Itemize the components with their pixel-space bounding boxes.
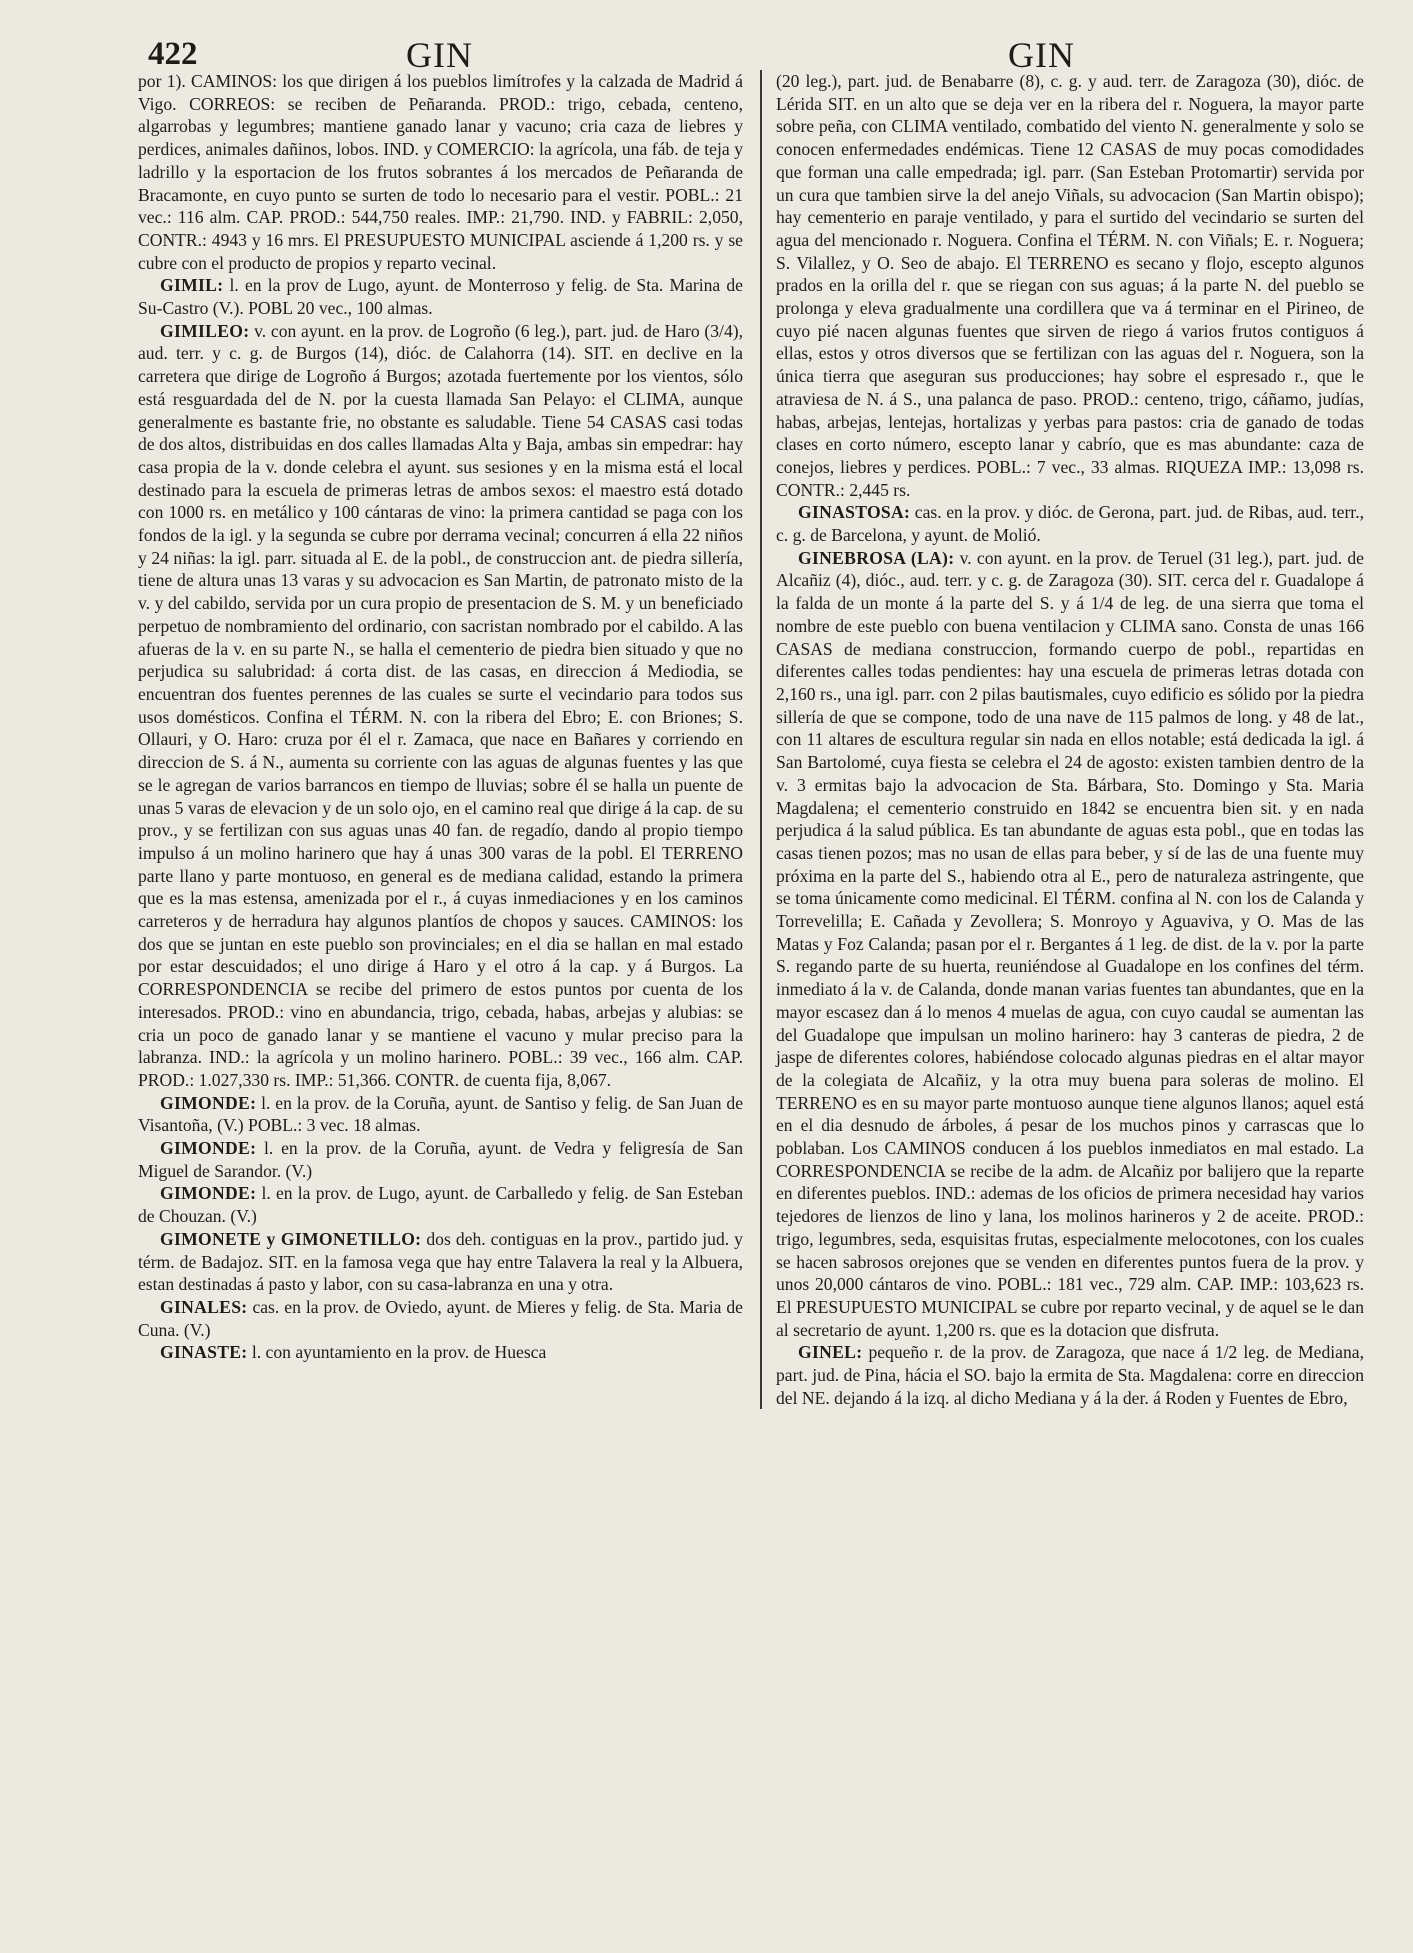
entry-headword: GINEBROSA (LA):	[798, 547, 955, 568]
entry-text: l. en la prov. de Lugo, ayunt. de Carballedo y felig. de San Esteban de Chouzan. (V.)	[138, 1183, 743, 1227]
entry-headword: GIMONETE y GIMONETILLO:	[160, 1228, 422, 1249]
entry-headword: GINALES:	[160, 1296, 248, 1317]
page-number: 422	[148, 36, 198, 72]
gazetteer-entry	[138, 320, 743, 1092]
entry-headword: GIMIL:	[160, 275, 224, 296]
entry-text: por 1). CAMINOS: los que dirigen á los pueblos limítrofes y la calzada de Madrid á Vigo. CORREOS: se reciben de Peñaranda. PROD.: trigo, cebada, centeno, algarrobas y legumbres; mantiene ganado lanar y vacuno; cria caza de liebres y perdices, animales dañinos, lobos. IND. y COMERCIO: la agrícola, una fáb. de teja y ladrillo y la esportacion de los frutos sobrantes á los mercados de Peñaranda de Bracamonte, en cuyo punto se surten de todo lo necesario para el vestir. POBL.: 21 vec.: 116 alm. CAP. PROD.: 544,750 reales. IMP.: 21,790. IND. y FABRIL: 2,050, CONTR.: 4943 y 16 mrs. El PRESUPUESTO MUNICIPAL asciende á 1,200 rs. y se cubre con el producto de propios y reparto vecinal.	[138, 71, 743, 273]
gazetteer-entry	[776, 501, 1364, 546]
continued-paragraph	[138, 70, 743, 274]
entry-text: l. en la prov. de la Coruña, ayunt. de Santiso y felig. de San Juan de Visantoña, (V.) POBL.: 3 vec. 18 almas.	[138, 1092, 743, 1136]
entry-headword: GIMONDE:	[160, 1183, 257, 1204]
entry-headword: GINASTOSA:	[798, 502, 911, 523]
entry-text: l. con ayuntamiento en la prov. de Huesca	[247, 1342, 547, 1363]
entry-text: v. con ayunt. en la prov. de Logroño (6 leg.), part. jud. de Haro (3/4), aud. terr. y c. g. de Burgos (14), dióc. de Calahorra (14). SIT. en declive en la carretera que dirige de Logroño á Burgos; azotada fuertemente por los vientos, sólo está resguardada del de N. por la cuesta llamada San Pelayo: el CLIMA, aunque generalmente es bastante frie, no obstante es saludable. Tiene 54 CASAS casi todas de dos altos, distribuidas en dos calles llamadas Alta y Baja, ambas sin empedrar: hay casa propia de la v. donde celebra el ayunt. sus sesiones y en la misma está el local destinado para la escuela de primeras letras de ambos sexos: el maestro está dotado con 1000 rs. en metálico y 100 cántaras de vino: la primera cantidad se paga con los fondos de la igl. y la segunda se cubre por derrama vecinal; concurren á ella 22 niños y 24 niñas: la igl. parr. situada al E. de la pobl., de construccion ant. de piedra sillería, tiene de altura unas 13 varas y su advocacion es San Martin, de patronato misto de la v. y del cabildo, servida por un cura propio de presentacion de S. M. y un beneficiado perpetuo de nombramiento del ordinario, con sacristan nombrado por el cabildo. A las afueras de la v. en su parte N., se halla el cementerio de piedra bien situado y que no perjudica su salubridad: á corta dist. de las casas, en direccion á Mediodia, se encuentran dos fuentes perennes de las cuales se surte el vecindario para todos sus usos domésticos. Confina el TÉRM. N. con la ribera del Ebro; E. con Briones; S. Ollauri, y O. Haro: cruza por él el r. Zamaca, que nace en Bañares y corriendo en direccion de S. á N., aumenta su corriente con las aguas de algunas fuentes y las que se le agregan de varios barrancos en tiempo de lluvias; sobre él se halla un puente de unas 5 varas de elevacion y de un solo ojo, en el camino real que dirige á la cap. de su prov., y se fertilizan con sus aguas unas 40 fan. de regadío, dando al propio tiempo impulso á un molino harinero que hay á unas 300 varas de la pobl. El TERRENO parte llano y parte montuoso, en general es de mediana calidad, estando la primera que es la mas estensa, amenizada por el r., á cuyas inmediaciones y en los caminos carreteros y de herradura hay algunos plantíos de chopos y sauces. CAMINOS: los dos que se juntan en este pueblo son provinciales; en el dia se hallan en mal estado por estar descuidados; el uno dirige á Haro y el otro á la cap. y á Burgos. La CORRESPONDENCIA se recibe del primero de estos puntos por cuenta de los interesados. PROD.: vino en abundancia, trigo, cebada, habas, arbejas y alubias: se cria un poco de ganado lanar y se mantiene el vacuno y mular preciso para la labranza. IND.: la agrícola y un molino harinero. POBL.: 39 vec., 166 alm. CAP. PROD.: 1.027,330 rs. IMP.: 51,366. CONTR. de cuenta fija, 8,067.	[138, 320, 743, 1090]
gazetteer-entry	[138, 274, 743, 319]
continued-paragraph	[776, 70, 1364, 501]
gazetteer-entry	[138, 1341, 743, 1364]
entry-headword: GINASTE:	[160, 1342, 248, 1363]
entry-text: dos deh. contiguas en la prov., partido jud. y térm. de Badajoz. SIT. en la famosa vega que hay entre Talavera la real y la Albuera, estan destinadas á pasto y labor, con su casa-labranza en una y otra.	[138, 1228, 743, 1295]
left-column	[138, 70, 743, 1409]
gazetteer-entry	[138, 1137, 743, 1182]
entry-text: cas. en la prov. de Oviedo, ayunt. de Mieres y felig. de Sta. Maria de Cuna. (V.)	[138, 1296, 743, 1340]
running-head-right: GIN	[1008, 35, 1075, 75]
entry-text: cas. en la prov. y dióc. de Gerona, part. jud. de Ribas, aud. terr., c. g. de Barcelona, y ayunt. de Molió.	[776, 502, 1364, 546]
entry-headword: GIMILEO:	[160, 320, 250, 341]
gazetteer-entry	[138, 1182, 743, 1227]
page-header	[138, 26, 1383, 75]
entry-text: (20 leg.), part. jud. de Benabarre (8), c. g. y aud. terr. de Zaragoza (30), dióc. de Lérida SIT. en un alto que se deja ver en la ribera del r. Noguera, la mayor parte sobre peña, con CLIMA ventilado, combatido del viento N. generalmente y solo se conocen enfermedades endémicas. Tiene 12 CASAS de muy pocas comodidades que forman una calle empedrada; igl. parr. (San Esteban Protomartir) servida por un cura que tambien sirve la del anejo Viñals, su advocacion (San Martin obispo); hay cementerio en paraje ventilado, y para el surtido del vecindario se surten del agua del mencionado r. Noguera. Confina el TÉRM. N. con Viñals; E. r. Noguera; S. Vilallez, y O. Seo de abajo. El TERRENO es secano y flojo, escepto algunos prados en la orilla del r. que se riegan con sus aguas; á la parte N. del pueblo se prolonga y eleva gradualmente una cordillera que va á terminar en el Pirineo, de cuyo pié nacen algunas fuentes que sirven de riego á varios frutos contiguos á ellas, estos y otros diversos que se fertilizan con las aguas del r. Noguera, son la única tierra que aseguran sus producciones; hay sobre el espresado r., que le atraviesa de N. á S., una palanca de paso. PROD.: centeno, trigo, cáñamo, judías, habas, arbejas, lentejas, hortalizas y yerbas para pastos: cria de ganado de todas clases en corto número, escepto lanar y cabrío, que es mas abundante: caza de conejos, liebres y perdices. POBL.: 7 vec., 33 almas. RIQUEZA IMP.: 13,098 rs. CONTR.: 2,445 rs.	[776, 71, 1364, 500]
entry-headword: GIMONDE:	[160, 1092, 257, 1113]
text-columns	[138, 70, 1383, 1409]
gazetteer-entry	[138, 1296, 743, 1341]
entry-headword: GIMONDE:	[160, 1138, 257, 1159]
entry-text: pequeño r. de la prov. de Zaragoza, que nace á 1/2 leg. de Mediana, part. jud. de Pina, hácia el SO. bajo la ermita de Sta. Magdalena: corre en direccion del NE. dejando á la izq. al dicho Mediana y á la der. á Roden y Fuentes de Ebro,	[776, 1342, 1364, 1408]
right-column	[760, 70, 1364, 1409]
entry-headword: GINEL:	[798, 1342, 863, 1363]
entry-text: l. en la prov de Lugo, ayunt. de Monterroso y felig. de Sta. Marina de Su-Castro (V.). POBL 20 vec., 100 almas.	[138, 275, 743, 319]
running-head-left: GIN	[406, 35, 473, 75]
entry-text: v. con ayunt. en la prov. de Teruel (31 leg.), part. jud. de Alcañiz (4), dióc., aud. terr. y c. g. de Zaragoza (30). SIT. cerca del r. Guadalope á la falda de un monte á la parte del S. y á 1/4 de leg. de una sierra que toma el nombre de este pueblo con buena ventilacion y CLIMA sano. Consta de unas 166 CASAS de mediana construccion, formando cuerpo de pobl., repartidas en diferentes calles todas pendientes: hay una escuela de primeras letras dotada con 2,160 rs., una igl. parr. con 2 pilas bautismales, cuyo edificio es sólido por la piedra sillería de que se compone, todo de una nave de 115 palmos de long. y 48 de lat., con 11 altares de escultura regular sin nada en ellos notable; está dedicada la igl. á San Bartolomé, cuya fiesta se celebra el 24 de agosto: existen tambien dentro de la v. 3 ermitas bajo la advocacion de Sta. Bárbara, Sto. Domingo y Sta. Maria Magdalena; el cementerio construido en 1842 se encuentra bien sit. y en nada perjudica á la salud pública. Es tan abundante de aguas esta pobl., que en todas las casas tienen pozos; mas no usan de ellas para beber, y sí de las de una fuente muy próxima en la parte del S., habiendo otra al E., pero de naturaleza astringente, que se toma únicamente como medicinal. El TÉRM. confina al N. con los de Calanda y Torrevelilla; E. Cañada y Zevollera; S. Monroyo y Aguaviva, y O. Mas de las Matas y Foz Calanda; pasan por el r. Bergantes á 1 leg. de dist. de la v. por la parte S. regando parte de su huerta, reuniéndose al Guadalope en los confines del térm. inmediato á la v. de Calanda, donde manan varias fuentes tan abundantes, que en la mayor escasez dan á lo menos 4 muelas de agua, con cuyo caudal se aumentan las del Guadalope que impulsan un molino harinero: hay 3 canteras de piedra, 2 de jaspe de diferentes colores, habiéndose colocado algunas piedras en el altar mayor de la colegiata de Alcañiz, y la otra muy buena para soleras de molino. El TERRENO es en su mayor parte montuoso aunque tiene algunos llanos; aquel está en el dia desnudo de árboles, á pesar de los muchos pinos y carrascas que lo poblaban. Los CAMINOS conducen á los pueblos inmediatos en mal estado. La CORRESPONDENCIA se recibe de la adm. de Alcañiz por balijero que la reparte en diferentes pueblos. IND.: ademas de los oficios de primera necesidad hay varios tejedores de lienzos de lino y lana, los molinos harineros y 2 de aceite. PROD.: trigo, legumbres, seda, esquisitas frutas, especialmente melocotones, con los cuales se hacen sabrosos orejones que se venden en diferentes puntos fuera de la prov. y unos 20,000 cántaros de vino. POBL.: 181 vec., 729 alm. CAP. IMP.: 103,623 rs. El PRESUPUESTO MUNICIPAL se cubre por reparto vecinal, y de aquel se le dan al secretario de ayunt. 1,200 rs. que es la dotacion que disfruta.	[776, 547, 1364, 1340]
gazetteer-entry	[138, 1228, 743, 1296]
gazetteer-entry	[776, 547, 1364, 1342]
gazetteer-entry	[138, 1092, 743, 1137]
entry-text: l. en la prov. de la Coruña, ayunt. de Vedra y feligresía de San Miguel de Sarandor. (V.)	[138, 1138, 743, 1181]
gazetteer-entry	[776, 1341, 1364, 1409]
